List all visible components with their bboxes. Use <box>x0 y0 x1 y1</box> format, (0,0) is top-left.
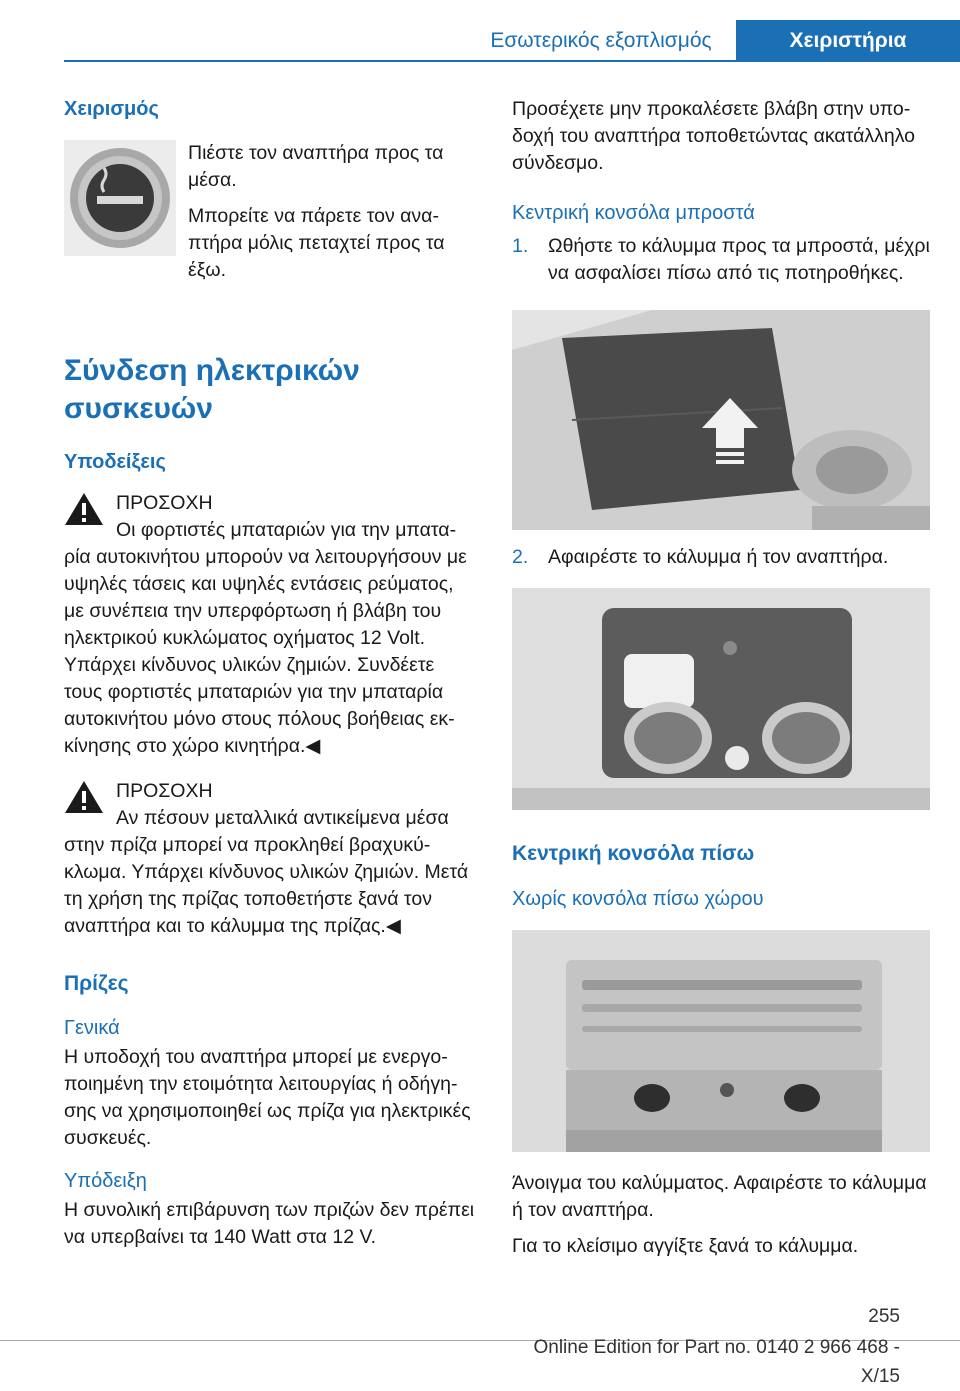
handling-text <box>188 140 476 284</box>
console-cover-photo <box>512 310 930 530</box>
console-socket-photo <box>512 588 930 810</box>
warning-2 <box>64 778 476 940</box>
front-steps-1 <box>512 233 930 287</box>
warning-2-label: ΠΡΟΣΟΧΗ <box>116 780 213 802</box>
handling-paragraph-1: Πιέστε τον αναπτήρα προς τα μέσα. <box>188 142 444 191</box>
step-1-number: 1. <box>512 235 529 257</box>
warning-1 <box>64 490 476 760</box>
handling-paragraph-2: Μπορείτε να πάρετε τον αναπτήρα μόλις πεταχτεί προς τα έξω. <box>188 205 445 281</box>
footer-edition: Online Edition for Part no. 0140 2 966 468 - X/15 <box>533 1337 900 1387</box>
step-2-text: Αφαιρέστε το κάλυμμα ή τον αναπτήρα. <box>548 546 889 568</box>
front-steps-2 <box>512 544 930 571</box>
notes-heading: Υποδείξεις <box>64 451 166 473</box>
warning-icon <box>64 780 104 814</box>
rear-console-illustration <box>512 930 930 1152</box>
right-column <box>512 96 930 1260</box>
warning-1-label: ΠΡΟΣΟΧΗ <box>116 492 213 514</box>
hint-text: Η συνολική επιβάρυνση των πριζών δεν πρέπει να υπερβαίνει τα 140 Watt στα 12 V. <box>64 1199 475 1248</box>
handling-row <box>64 140 476 284</box>
intro-text: Προσέχετε μην προκαλέσετε βλάβη στην υποδοχή του αναπτήρα τοποθετώντας ακατάλληλο σύνδεσμο. <box>512 98 915 174</box>
rear-paragraph-2: Για το κλείσιμο αγγίξτε ξανά το κάλυμμα. <box>512 1235 859 1257</box>
header-section-label: Εσωτερικός εξοπλισμός <box>490 29 712 52</box>
rear-console-photo <box>512 930 930 1152</box>
sockets-heading: Πρίζες <box>64 972 129 995</box>
section-title: Σύνδεση ηλεκτρικών συσκευών <box>64 354 360 425</box>
rear-console-subheading: Χωρίς κονσόλα πίσω χώρου <box>512 888 764 910</box>
header-chapter-tab: Χειριστήρια <box>736 20 960 62</box>
hint-heading: Υπόδειξη <box>64 1170 147 1192</box>
front-console-heading: Κεντρική κονσόλα μπροστά <box>512 202 755 224</box>
warning-2-text: Αν πέσουν μεταλλικά αντικείμενα μέσα στην πρίζα μπορεί να προκληθεί βραχυκύκλωμα. Υπάρχει κίνδυνος υλικών ζημιών. Μετά τη χρήση της πρίζας τοποθετήστε ξανά τον αναπτήρα και το κάλυμμα της πρίζας.◀ <box>64 807 469 937</box>
header-rule <box>64 60 960 62</box>
page-header <box>0 0 960 62</box>
lighter-photo <box>64 140 176 256</box>
general-heading: Γενικά <box>64 1017 120 1039</box>
warning-1-text: Οι φορτιστές μπαταριών για την μπαταρία αυτοκινήτου μπορούν να λειτουργήσουν με υψηλές τάσεις και υψηλές εντάσεις ρεύματος, με συνέπεια την υπερφόρτωση ή βλάβη του ηλεκτρικού κυκλώματος οχήματος 12 Volt. Υπάρχει κίνδυνος υλικών ζημιών. Συνδέετε τους φορτιστές μπαταριών για την μπαταρία αυτοκινήτου μόνο στους πόλους βοήθειας εκκίνησης στο χώρο κινητήρα.◀ <box>64 519 467 757</box>
step-1-text: Ωθήστε το κάλυμμα προς τα μπροστά, μέχρι να ασφαλίσει πίσω από τις ποτηροθήκες. <box>548 235 930 284</box>
left-column <box>64 96 476 1251</box>
step-1 <box>512 233 930 287</box>
step-2-number: 2. <box>512 546 529 568</box>
rear-paragraph-1: Άνοιγμα του καλύμματος. Αφαιρέστε το κάλυμμα ή τον αναπτήρα. <box>512 1172 927 1221</box>
rear-console-heading: Κεντρική κονσόλα πίσω <box>512 842 755 865</box>
socket-illustration <box>512 588 930 810</box>
lighter-icon <box>64 140 176 256</box>
page-number: 255 <box>868 1306 900 1327</box>
step-2 <box>512 544 930 571</box>
warning-icon <box>64 492 104 526</box>
slide-cover-illustration <box>512 310 930 530</box>
handling-heading: Χειρισμός <box>64 98 159 120</box>
general-text: Η υποδοχή του αναπτήρα μπορεί με ενεργοποιημένη την ετοιμότητα λειτουργίας ή οδήγησης να χρησιμοποιηθεί ως πρίζα για ηλεκτρικές συσκευές. <box>64 1046 471 1149</box>
